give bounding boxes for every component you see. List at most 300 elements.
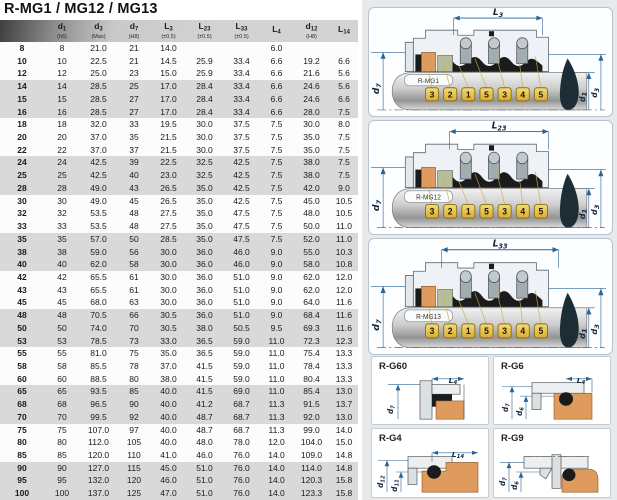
table-cell: 14: [57, 81, 67, 92]
table-cell: 15: [17, 93, 27, 104]
table-cell: 15: [57, 93, 67, 104]
table-cell: 65: [17, 386, 27, 397]
table-cell: 28.5: [90, 93, 107, 104]
dim-label: $d_7$: [371, 319, 383, 331]
o-ring-section: [563, 469, 576, 481]
table-cell: 59.0: [90, 246, 107, 257]
column-header: $d_{12}$ (H8): [305, 20, 318, 40]
gland-section: [420, 381, 432, 419]
table-row: [0, 462, 358, 475]
table-cell: 48: [17, 310, 27, 321]
table-cell: 25: [57, 170, 67, 181]
table-cell: 109.0: [300, 450, 323, 460]
table-cell: 10: [57, 55, 67, 66]
table-cell: 48.7: [196, 411, 213, 422]
table-cell: 81.0: [90, 348, 107, 359]
table-cell: 11.0: [268, 386, 285, 397]
table-cell: 37.0: [160, 360, 177, 371]
table-cell: 14.0: [268, 462, 285, 473]
table-cell: 11.3: [268, 399, 285, 410]
table-cell: 56: [129, 246, 139, 257]
dim-label: d3: [589, 87, 601, 98]
table-cell: 5.6: [338, 81, 350, 92]
table-cell: 33.4: [233, 55, 250, 66]
table-cell: 37.5: [233, 144, 250, 155]
table-cell: 49.0: [90, 182, 107, 193]
balloon-number: 5: [484, 325, 489, 337]
table-cell: 51.0: [233, 297, 250, 308]
table-cell: 65.5: [90, 284, 107, 295]
table-cell: 60: [17, 373, 27, 384]
table-cell: 37.5: [233, 119, 250, 130]
column-header: $d_3$ (Max): [91, 20, 106, 40]
table-cell: 30.0: [196, 144, 213, 155]
table-cell: 42: [57, 271, 67, 282]
table-cell: 42.5: [233, 195, 250, 206]
balloon-number: 5: [538, 89, 544, 100]
table-cell: 6.6: [270, 81, 283, 92]
table-cell: 40: [17, 259, 27, 270]
table-cell: 76.0: [233, 475, 250, 486]
table-cell: 53: [57, 335, 67, 346]
table-cell: 59.0: [233, 335, 250, 346]
table-cell: 16: [57, 106, 67, 117]
table-cell: 75: [57, 424, 67, 435]
table-cell: 70.5: [90, 310, 107, 321]
table-row: [0, 169, 358, 182]
table-cell: 62.0: [90, 259, 107, 270]
balloon-number: 4: [520, 89, 526, 100]
table-cell: 18: [17, 119, 27, 130]
o-ring-section: [427, 465, 441, 478]
table-cell: 28.5: [90, 106, 107, 117]
balloon-number: 3: [429, 89, 435, 100]
table-cell: 35.0: [196, 221, 213, 232]
table-cell: 33.4: [233, 106, 250, 117]
table-cell: 38.0: [196, 322, 213, 333]
table-cell: 21.5: [160, 144, 177, 155]
set-screw: [489, 145, 494, 150]
table-cell: 7.5: [270, 208, 283, 219]
table-row: [0, 411, 358, 424]
table-cell: 110: [127, 450, 141, 460]
table-cell: 95: [17, 475, 27, 486]
table-cell: 33: [129, 119, 139, 130]
table-cell: 36.0: [196, 246, 213, 257]
table-cell: 48.0: [303, 208, 320, 219]
table-cell: 28.5: [90, 81, 107, 92]
seat-diagram-rg6: [496, 375, 608, 423]
table-cell: 80.4: [303, 373, 320, 384]
table-cell: 7.5: [270, 170, 283, 181]
table-row: [0, 385, 358, 398]
table-cell: 7.5: [338, 132, 350, 143]
table-cell: 58: [57, 360, 67, 371]
dim-label-d7: $d_7$: [500, 403, 512, 413]
table-cell: 60: [57, 373, 67, 384]
table-cell: 27.5: [160, 208, 177, 219]
table-cell: 96.5: [90, 399, 107, 410]
table-cell: 92: [129, 411, 139, 422]
model-tag-label: R-MG1: [417, 78, 440, 86]
page-title: R-MG1 / MG12 / MG13: [4, 1, 158, 17]
seat-name: R-G4: [379, 433, 402, 444]
table-cell: [186, 42, 223, 55]
table-cell: 137.0: [87, 488, 110, 499]
table-cell: 39: [129, 157, 139, 168]
table-cell: 15.8: [335, 475, 353, 486]
table-cell: 14.0: [268, 488, 285, 499]
table-cell: 21: [129, 55, 139, 66]
table-cell: 27: [129, 93, 139, 104]
table-cell: 75: [129, 348, 139, 359]
table-cell: 46.0: [160, 475, 177, 486]
table-cell: 19.5: [160, 119, 177, 130]
dim-label-d6: $d_6$: [514, 407, 526, 416]
table-cell: 30.0: [160, 246, 177, 257]
table-cell: 42.5: [233, 157, 250, 168]
table-cell: 24: [57, 157, 67, 168]
table-cell: 80: [17, 437, 27, 448]
table-cell: 53.5: [90, 208, 107, 219]
balloon-number: 2: [447, 325, 453, 337]
dim-label-d12: $d_{12}$: [375, 475, 387, 488]
table-cell: 112.0: [88, 437, 109, 448]
table-cell: 65.5: [90, 271, 107, 282]
table-cell: 35.0: [303, 132, 320, 143]
table-cell: 48: [57, 310, 67, 321]
column-header: $L_{33}$ (±0.5): [234, 20, 249, 40]
table-cell: 36.0: [196, 297, 213, 308]
table-cell: 35.0: [196, 208, 213, 219]
fluid-drop: [560, 174, 579, 228]
table-cell: 50: [17, 322, 27, 333]
table-cell: 45.0: [303, 195, 320, 206]
table-row: [0, 246, 358, 259]
table-cell: 12.3: [335, 335, 353, 346]
dim-label: d1: [577, 91, 589, 102]
table-cell: 100: [54, 488, 70, 499]
table-cell: 68.7: [233, 424, 250, 435]
table-cell: 38.0: [303, 157, 320, 168]
table-cell: 30.0: [160, 271, 177, 282]
table-row: [0, 309, 358, 322]
balloon-number: 3: [502, 89, 507, 100]
table-cell: 25.9: [196, 68, 213, 79]
table-row: [0, 449, 358, 462]
table-cell: 6.6: [270, 68, 283, 79]
table-cell: 11.6: [336, 310, 352, 321]
table-cell: 14.5: [160, 55, 177, 66]
table-cell: 9.0: [270, 259, 283, 270]
table-cell: 97: [129, 424, 139, 435]
balloon-number: 3: [502, 206, 508, 217]
table-row: [0, 67, 358, 80]
table-row: [0, 80, 358, 93]
table-cell: 42: [17, 271, 27, 282]
seat-diagram-rg4: [374, 448, 486, 496]
table-cell: 52.0: [303, 233, 320, 244]
table-cell: 17.0: [160, 93, 177, 104]
table-cell: 33: [57, 221, 67, 232]
table-cell: 12.0: [335, 271, 353, 282]
table-cell: 68: [17, 399, 27, 410]
table-row: [0, 42, 358, 55]
table-cell: 48.0: [196, 437, 213, 448]
table-cell: 35: [129, 132, 139, 143]
table-cell: 73: [129, 335, 139, 346]
table-cell: 21.6: [303, 68, 320, 79]
table-cell: 23: [129, 68, 139, 79]
table-cell: 28.4: [196, 81, 213, 92]
table-cell: 78.5: [90, 335, 107, 346]
table-cell: 16: [17, 106, 27, 117]
table-cell: 48.7: [196, 424, 213, 435]
table-cell: 28: [17, 182, 27, 193]
column-header: $L_{14}$: [338, 23, 350, 36]
seat-panel-rg4: [371, 428, 489, 498]
table-cell: 6.6: [338, 55, 350, 66]
table-row: [0, 106, 358, 119]
table-cell: 50: [57, 322, 67, 333]
table-cell: 22: [17, 144, 27, 155]
table-cell: 36.0: [196, 284, 213, 295]
table-cell: 26.5: [160, 182, 177, 193]
seal-face: [421, 286, 435, 306]
table-cell: 22.5: [90, 55, 107, 66]
table-cell: 28.4: [196, 106, 213, 117]
table-cell: 23.0: [160, 170, 177, 181]
table-cell: 125: [126, 488, 142, 499]
table-cell: 36.0: [196, 259, 213, 270]
table-cell: 21: [129, 43, 139, 53]
seat-name: R-G60: [379, 361, 407, 372]
table-cell: 9.0: [270, 271, 283, 282]
table-cell: 38: [17, 246, 27, 257]
table-cell: 55: [57, 348, 67, 359]
table-cell: 55: [17, 348, 27, 359]
table-row: [0, 258, 358, 271]
table-cell: 14.8: [335, 462, 353, 473]
table-cell: 76.0: [233, 450, 250, 460]
table-cell: 7.5: [270, 195, 283, 206]
dim-label: d3: [590, 323, 601, 335]
table-row: [0, 156, 358, 169]
table-cell: 36.0: [196, 271, 213, 282]
table-cell: 19.2: [303, 55, 320, 66]
table-row: [0, 335, 358, 348]
table-cell: 80: [129, 373, 139, 384]
column-header: $L_3$ (±0.5): [161, 20, 176, 40]
table-cell: 13.0: [335, 386, 353, 397]
table-row: [0, 436, 358, 449]
table-cell: 47.5: [233, 221, 250, 232]
table-cell: 35: [57, 233, 67, 244]
dim-label-d7: $d_7$: [385, 405, 397, 414]
gland-section: [408, 457, 452, 469]
table-cell: 85: [17, 450, 27, 460]
column-header: $L_4$: [272, 23, 281, 36]
table-cell: 114.0: [301, 462, 322, 473]
table-cell: 78.0: [233, 437, 250, 448]
table-cell: 127.0: [87, 462, 110, 473]
table-row: [0, 55, 358, 68]
table-cell: 7.5: [270, 233, 283, 244]
table-cell: 58: [129, 259, 139, 270]
seat-panel-rg60: [371, 356, 489, 425]
table-cell: 42.5: [233, 170, 250, 181]
table-cell: 17.0: [160, 106, 177, 117]
table-cell: 7.5: [270, 157, 283, 168]
table-body: [0, 42, 358, 500]
seat-face-section: [436, 401, 464, 419]
table-cell: 50: [129, 233, 139, 244]
table-cell: 95: [57, 475, 67, 486]
table-cell: 68.0: [90, 297, 107, 308]
table-cell: 25.9: [196, 55, 213, 66]
table-cell: 10.8: [335, 259, 353, 270]
table-cell: 8: [59, 43, 65, 53]
table-cell: 13.7: [335, 399, 353, 410]
table-cell: 7.5: [338, 144, 350, 155]
table-cell: 120: [126, 475, 142, 486]
table-cell: 51.0: [196, 462, 213, 473]
table-cell: 21.5: [160, 132, 177, 143]
dim-label: $d_7$: [372, 83, 383, 95]
table-cell: 62.0: [303, 284, 320, 295]
table-cell: 33.0: [160, 335, 177, 346]
table-cell: 42.0: [303, 182, 320, 193]
dim-label: $L_{23}$: [491, 121, 507, 133]
table-cell: 9.0: [270, 284, 283, 295]
table-row: [0, 93, 358, 106]
table-cell: 46.0: [233, 246, 250, 257]
table-cell: 35.0: [196, 195, 213, 206]
table-cell: 10.3: [335, 246, 353, 257]
seat-panel-rg9: [493, 428, 611, 498]
table-cell: 90: [129, 399, 139, 410]
table-cell: 45: [57, 297, 67, 308]
gland-plate: [405, 157, 413, 188]
set-screw: [489, 264, 494, 269]
dimension-table: [0, 20, 358, 500]
table-cell: 9.0: [270, 246, 283, 257]
table-cell: 92.0: [303, 411, 320, 422]
table-cell: 38: [57, 246, 67, 257]
table-cell: 75.4: [303, 348, 320, 359]
table-cell: 51.0: [233, 310, 250, 321]
dim-label: d3: [590, 204, 601, 215]
balloon-number: 3: [429, 325, 435, 337]
table-cell: 50.0: [303, 221, 320, 232]
table-cell: 11.3: [268, 424, 285, 435]
balloon-number: 5: [538, 206, 544, 217]
table-cell: 20: [17, 132, 27, 143]
table-cell: 11.0: [268, 348, 285, 359]
table-cell: 33: [17, 221, 27, 232]
table-cell: 8.0: [338, 119, 350, 130]
table-cell: 49.0: [90, 195, 107, 206]
table-cell: 40: [57, 259, 67, 270]
table-cell: 41.2: [196, 399, 213, 410]
column-header: $L_{23}$ (±0.5): [197, 20, 212, 40]
table-cell: 30.0: [160, 297, 177, 308]
table-cell: 50.5: [233, 322, 250, 333]
table-cell: 68.7: [233, 399, 250, 410]
table-cell: 48: [129, 221, 139, 232]
table-cell: 53: [17, 335, 27, 346]
balloon-number: 1: [465, 325, 471, 337]
table-cell: 51.0: [233, 271, 250, 282]
table-cell: 6.6: [338, 93, 350, 104]
table-cell: 11.0: [336, 221, 352, 232]
table-cell: 32: [17, 208, 27, 219]
table-cell: 9.0: [338, 182, 350, 193]
dim-label-d6: $d_6$: [509, 481, 521, 490]
table-cell: 7.5: [270, 221, 283, 232]
table-cell: 24.6: [303, 93, 320, 104]
balloon-number: 4: [520, 206, 526, 217]
table-cell: 59.0: [233, 373, 250, 384]
dim-label-d7: $d_7$: [497, 477, 509, 487]
table-cell: 20: [57, 132, 67, 143]
model-tag-label: R-MG13: [416, 313, 441, 322]
table-row: [0, 474, 358, 487]
table-cell: 7.5: [270, 182, 283, 193]
table-cell: 28.4: [196, 93, 213, 104]
table-cell: 25: [17, 170, 27, 181]
table-cell: 64.0: [303, 297, 320, 308]
table-row: [0, 233, 358, 246]
table-cell: 32.0: [90, 119, 107, 130]
table-cell: 11.0: [336, 233, 352, 244]
table-cell: 59.0: [233, 360, 250, 371]
seat-name: R-G6: [501, 361, 524, 372]
table-row: [0, 360, 358, 373]
table-row: [0, 424, 358, 437]
seat-name: R-G9: [501, 433, 524, 444]
table-cell: 21.0: [90, 43, 107, 53]
table-cell: 40.0: [160, 386, 177, 397]
table-cell: 91.5: [303, 399, 320, 410]
balloon-number: 4: [520, 325, 526, 337]
table-cell: 93.5: [90, 386, 107, 397]
table-row: [0, 271, 358, 284]
table-cell: 37: [129, 144, 139, 155]
table-header-row: [0, 20, 358, 42]
table-cell: 12: [17, 68, 27, 79]
table-cell: 78.4: [303, 360, 320, 371]
table-cell: 38.0: [303, 170, 320, 181]
table-cell: 35.0: [303, 144, 320, 155]
table-cell: 30.5: [160, 322, 177, 333]
table-cell: 7.5: [270, 144, 283, 155]
fluid-drop: [560, 58, 579, 109]
table-cell: 85: [57, 450, 67, 460]
table-cell: 41.0: [160, 450, 177, 460]
table-cell: 35.0: [196, 233, 213, 244]
fluid-drop: [560, 293, 579, 348]
table-cell: 78: [129, 360, 139, 371]
table-cell: 115: [127, 462, 141, 473]
table-cell: 30.0: [196, 119, 213, 130]
table-cell: 40.0: [160, 424, 177, 435]
table-cell: 88.5: [90, 373, 107, 384]
table-cell: 6.6: [270, 106, 283, 117]
balloon-number: 1: [465, 89, 471, 100]
table-cell: 27.5: [160, 221, 177, 232]
dim-label-l4: L4: [448, 376, 458, 387]
